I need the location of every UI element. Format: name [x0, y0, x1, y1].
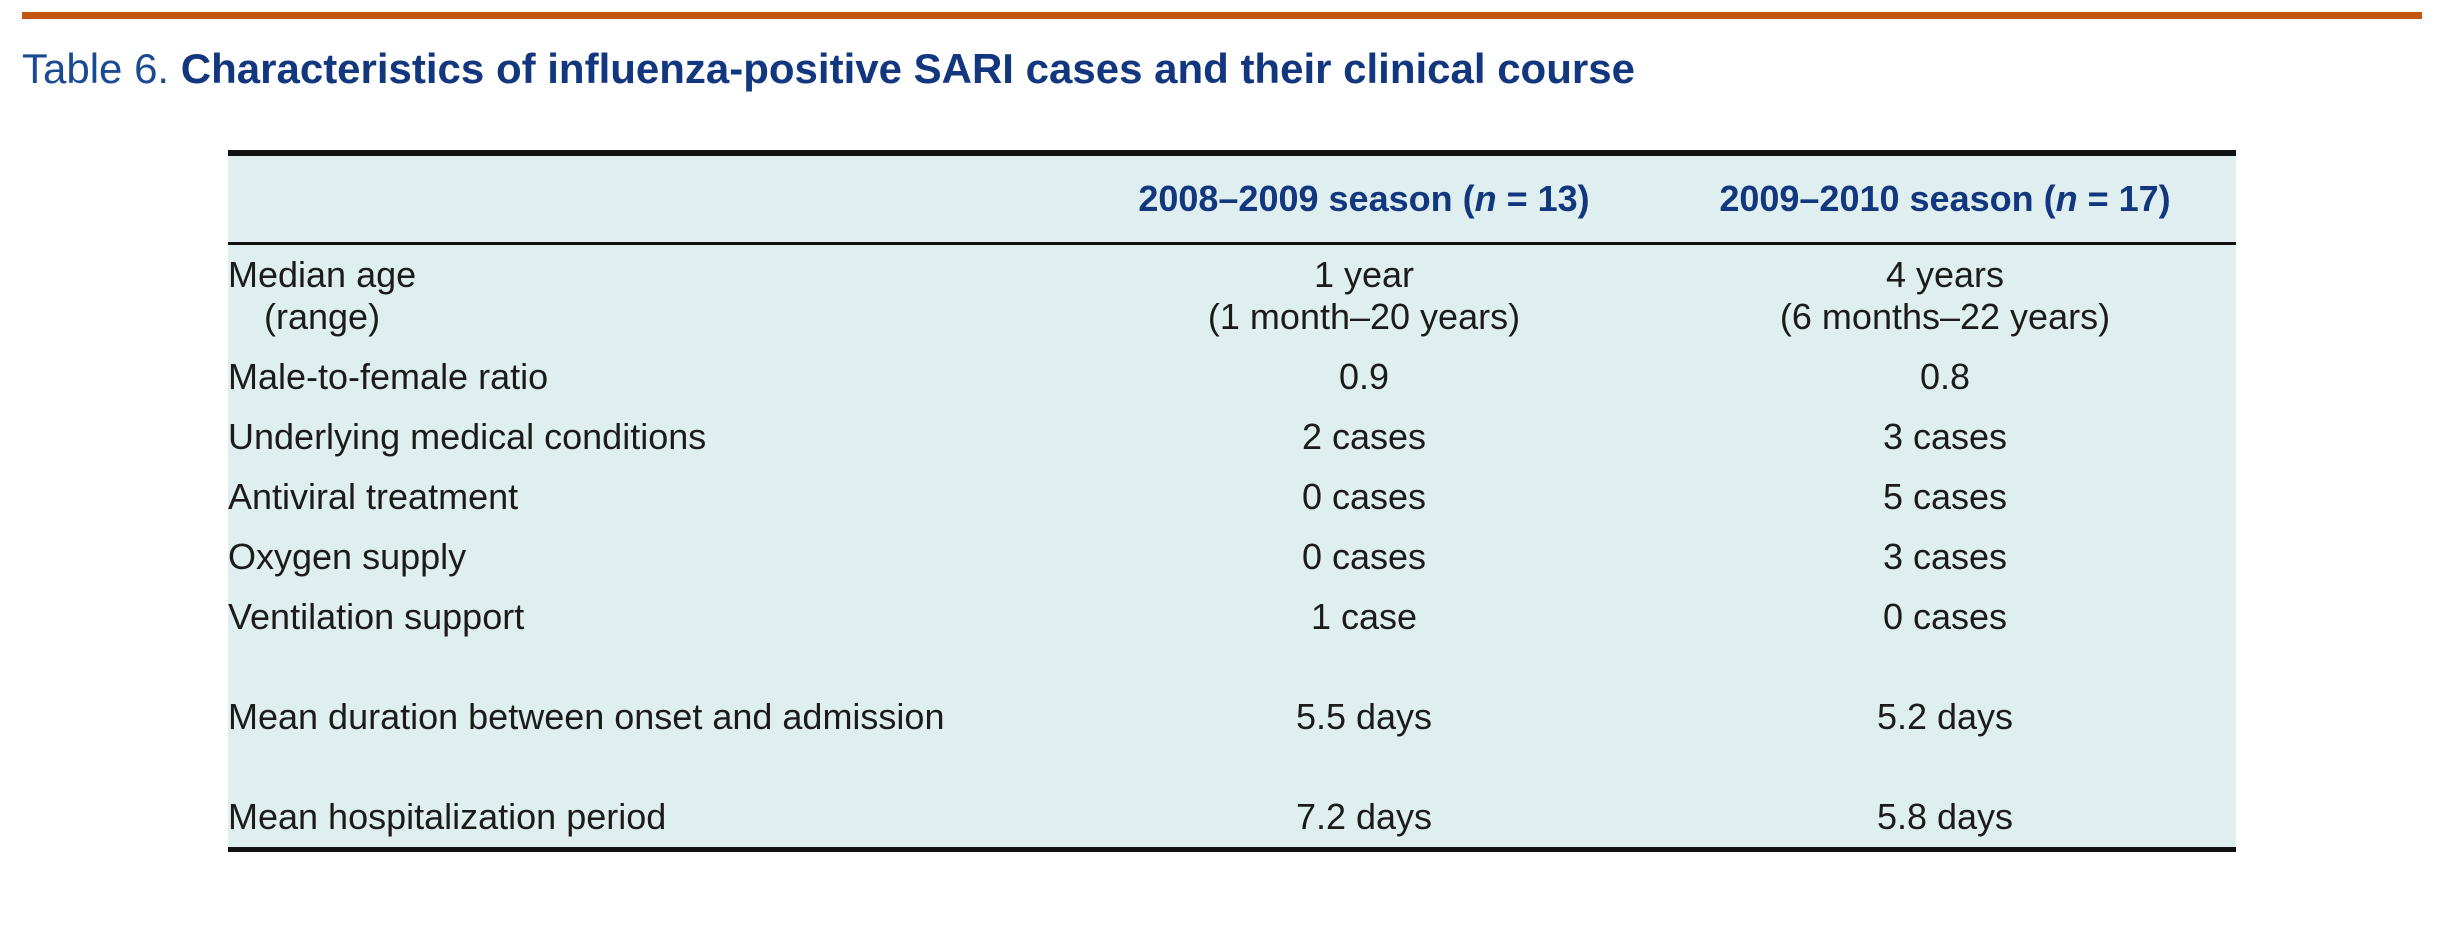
- header-season-2009-2010-pre: 2009–2010 season (: [1719, 178, 2056, 219]
- table-header-row: [228, 153, 2236, 244]
- cell-value: 4 years: [1885, 254, 2005, 295]
- table-row: [228, 527, 2236, 587]
- table-row: [228, 244, 2236, 348]
- row-label-mean-duration-onset-admission: Mean duration between onset and admission: [228, 687, 1074, 747]
- cell-value-range: (6 months–22 years): [1779, 296, 2111, 337]
- row-label-text: Median age: [228, 254, 417, 295]
- cell-antiviral-2009: 5 cases: [1654, 467, 2236, 527]
- cell-hospitalization-2009: 5.8 days: [1654, 787, 2236, 850]
- header-season-2009-2010-n: n: [2055, 178, 2078, 219]
- row-label-mean-hospitalization-period: Mean hospitalization period: [228, 787, 1074, 850]
- header-season-2008-2009: [1074, 153, 1654, 244]
- cell-underlying-2009: 3 cases: [1654, 407, 2236, 467]
- top-divider-rule: [22, 12, 2422, 19]
- table-container: [228, 150, 2236, 852]
- table-row: [228, 587, 2236, 647]
- cell-ratio-2009: 0.8: [1654, 347, 2236, 407]
- row-label-subtext: (range): [264, 296, 381, 337]
- cell-ventilation-2009: 0 cases: [1654, 587, 2236, 647]
- header-season-2008-2009-post: = 13): [1496, 178, 1590, 219]
- table-row: [228, 687, 2236, 747]
- row-label-underlying-conditions: Underlying medical conditions: [228, 407, 1074, 467]
- table-caption-label: Table 6.: [22, 45, 170, 92]
- table-row: [228, 347, 2236, 407]
- row-label-antiviral-treatment: Antiviral treatment: [228, 467, 1074, 527]
- header-season-2009-2010: [1654, 153, 2236, 244]
- table-row: [228, 407, 2236, 467]
- header-season-2008-2009-pre: 2008–2009 season (: [1138, 178, 1475, 219]
- cell-hospitalization-2008: 7.2 days: [1074, 787, 1654, 850]
- characteristics-table: [228, 150, 2236, 852]
- cell-value-range: (1 month–20 years): [1207, 296, 1521, 337]
- table-row: [228, 787, 2236, 850]
- row-label-oxygen-supply: Oxygen supply: [228, 527, 1074, 587]
- cell-underlying-2008: 2 cases: [1074, 407, 1654, 467]
- header-season-2008-2009-n: n: [1474, 178, 1497, 219]
- row-label-male-to-female-ratio: Male-to-female ratio: [228, 347, 1074, 407]
- table-header: [228, 153, 2236, 244]
- table-caption-title: Characteristics of influenza-positive SARI cases and their clinical course: [180, 45, 1635, 92]
- table-body: [228, 244, 2236, 850]
- header-row-label: [228, 153, 1074, 244]
- cell-value: 1 year: [1313, 254, 1415, 295]
- cell-antiviral-2008: 0 cases: [1074, 467, 1654, 527]
- cell-oxygen-2008: 0 cases: [1074, 527, 1654, 587]
- table-caption: [22, 45, 1635, 93]
- cell-duration-2009: 5.2 days: [1654, 687, 2236, 747]
- table-row: [228, 467, 2236, 527]
- cell-median-age-2008: [1074, 244, 1654, 348]
- row-label-median-age: [228, 244, 1074, 348]
- cell-duration-2008: 5.5 days: [1074, 687, 1654, 747]
- row-label-ventilation-support: Ventilation support: [228, 587, 1074, 647]
- cell-median-age-2009: [1654, 244, 2236, 348]
- row-spacer: [228, 747, 2236, 787]
- cell-ratio-2008: 0.9: [1074, 347, 1654, 407]
- row-spacer: [228, 647, 2236, 687]
- cell-ventilation-2008: 1 case: [1074, 587, 1654, 647]
- cell-oxygen-2009: 3 cases: [1654, 527, 2236, 587]
- header-season-2009-2010-post: = 17): [2077, 178, 2171, 219]
